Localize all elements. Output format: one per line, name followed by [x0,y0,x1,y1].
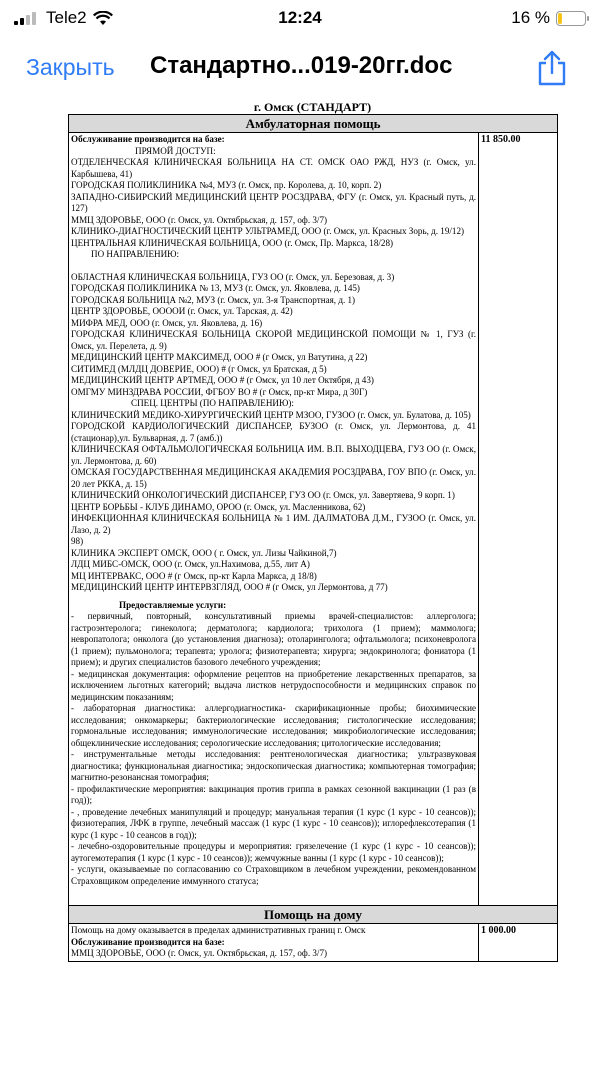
coverage-table [68,114,558,962]
home-body-row [69,924,558,962]
service-item: - инструментальные методы исследования: рентгенологическая диагностика; ультразвуковая диагностика; функциональная диагностика; эндоскопическая диагностика; компьютерная томография; магнитно-резонансная томография; [71,749,476,782]
clinic-item: ИНФЕКЦИОННАЯ КЛИНИЧЕСКАЯ БОЛЬНИЦА № 1 ИМ. ДАЛМАТОВА Д.М., ГУЗОО (г. Омск, ул. Лазо, д. 2) [71,513,476,535]
clinic-item: КЛИНИКО-ДИАГНОСТИЧЕСКИЙ ЦЕНТР УЛЬТРАМЕД, ООО (г. Омск, ул. Красных Зорь, д. 19/12) [71,226,465,236]
service-item: - первичный, повторный, консультативный приемы врачей-специалистов: аллерголога; гастроэнтеролога; гинеколога; дерматолога; кардиолога; трихолога (1 прием); маммолога; невропатолога; онколога (до установления диагноза); отоларинголога; офтальмолога; психоневролога (1 прием); пульмонолога; терапевта; уролога; физиотерапевта; хирурга; эндокринолога; фониатора (1 прием); и других специалистов базового лечебного учреждения; [71,611,476,667]
city-heading: г. Омск (СТАНДАРТ) [253,100,372,114]
services-label: Предоставляемые услуги: [119,599,227,610]
clinic-item: ГОРОДСКАЯ КЛИНИЧЕСКАЯ БОЛЬНИЦА СКОРОЙ МЕДИЦИНСКОЙ ПОМОЩИ № 1, ГУЗ (г. Омск, ул. Перелета, д. 9) [71,329,476,351]
service-item: - услуги, оказываемые по согласованию со Страховщиком в лечебном учреждении, рекомендованном Страховщиком определение иммунного статуса; [71,864,476,886]
status-right [511,8,586,28]
amb-price: 11 850.00 [479,133,558,906]
clinic-item: ЦЕНТР БОРЬБЫ - КЛУБ ДИНАМО, ОРОО (г. Омск, ул. Масленникова, 62) [71,501,366,512]
battery-fill [558,13,562,24]
service-item: - лечебно-оздоровительные процедуры и мероприятия: грязелечение (1 курс (1 курс - 10 сеансов)); аутогемотерапия (1 курс (1 курс - 10 сеансов)); жемчужные ванны (1 курс (1 курс - 10 сеансов)); [71,841,476,863]
clinic-item: ОМГМУ МИНЗДРАВА РОССИИ, ФГБОУ ВО # (г Омск, пр-кт Мира, д 30Г) [71,386,368,397]
clinic-item: ОТДЕЛЕНЧЕСКАЯ КЛИНИЧЕСКАЯ БОЛЬНИЦА НА СТ. ОМСК ОАО РЖД, НУЗ (г. Омск, ул. Карбышева, 41) [71,157,476,179]
battery-icon [556,11,586,26]
clinic-item: МЕДИЦИНСКИЙ ЦЕНТР ИНТЕРВЗГЛЯД, ООО # (г Омск, ул Лермонтова, д 77) [71,582,388,592]
share-button[interactable] [536,50,568,91]
clinic-item: ЦЕНТРАЛЬНАЯ КЛИНИЧЕСКАЯ БОЛЬНИЦА, ООО (г. Омск, Пр. Маркса, 18/28) [71,237,394,248]
service-item: - , проведение лечебных манипуляций и процедур; мануальная терапия (1 курс (1 курс - 10 сеансов)); физиотерапия, ЛФК в группе, лечебный массаж (1 курс (1 курс - 10 сеансов)); иглорефлексотерапия (1 курс (1 курс - 10 сеансов в год)); [71,806,476,840]
home-base-label: Обслуживание производится на базе: [71,936,225,947]
home-clinic-cut: ММЦ ЗДОРОВЬЕ, ООО (г. Омск, ул. Октябрьская, д. 157, оф. 3/7) [71,948,328,958]
clinic-item: КЛИНИЧЕСКИЙ ОНКОЛОГИЧЕСКИЙ ДИСПАНСЕР, ГУЗ ОО (г. Омск, ул. Завертяева, 9 корп. 1) [71,490,455,500]
amb-base-label: Обслуживание производится на базе: [71,134,225,144]
clock: 12:24 [278,8,322,27]
clinic-item: 98) [71,536,84,546]
clinic-item: ОМСКАЯ ГОСУДАРСТВЕННАЯ МЕДИЦИНСКАЯ АКАДЕМИЯ РОСЗДРАВА, ГОУ ВПО (г. Омск, ул. 20 лет РККА, д. 15) [71,467,476,489]
document-page [68,100,557,962]
home-heading-row [69,906,558,924]
special-centers-list [71,410,476,594]
amb-heading: Амбулаторная помощь [69,115,558,133]
clinic-item: КЛИНИЧЕСКАЯ ОФТАЛЬМОЛОГИЧЕСКАЯ БОЛЬНИЦА ИМ. В.П. ВЫХОДЦЕВА, ГУЗ ОО (г. Омск, ул. Лермонтова, д. 60) [71,444,476,466]
battery-percent: 16 % [511,8,550,27]
clinic-item: ММЦ ЗДОРОВЬЕ, ООО (г. Омск, ул. Октябрьская, д. 157, оф. 3/7) [71,214,328,225]
clinic-item: МИФРА МЕД, ООО (г. Омск, ул. Яковлева, д. 16) [71,317,263,328]
home-note: Помощь на дому оказывается в пределах административных границ г. Омск [71,925,366,935]
home-price: 1 000.00 [479,924,558,962]
service-item: - лабораторная диагностика: аллергодиагностика- скарификационные пробы; биохимические исследования; онкомаркеры; бактериологические исследования; гистологические исследования; гормональные исследования; иммунологические исследования; микробиологические исследования; общеклинические исследования; серологические исследования; цитологические исследования; [71,703,476,748]
nav-bar [0,40,600,98]
clinic-item: КЛИНИКА ЭКСПЕРТ ОМСК, ООО ( г. Омск, ул. Лизы Чайкиной,7) [71,547,337,558]
clinic-item: ОБЛАСТНАЯ КЛИНИЧЕСКАЯ БОЛЬНИЦА, ГУЗ ОО (г. Омск, ул. Березовая, д. 3) [71,271,395,282]
status-bar [0,0,600,36]
clinic-item: ЗАПАДНО-СИБИРСКИЙ МЕДИЦИНСКИЙ ЦЕНТР РОСЗДРАВА, ФГУ (г. Омск, ул. Красный путь, д. 127) [71,191,476,213]
clinic-item: МЕДИЦИНСКИЙ ЦЕНТР МАКСИМЕД, ООО # (г Омск, ул Ватутина, д 22) [71,352,368,362]
clinic-item: СИТИМЕД (МЛДЦ ДОВЕРИЕ, ООО) # (г Омск, ул Братская, д 5) [71,363,327,374]
referral-label: ПО НАПРАВЛЕНИЮ: [91,249,180,259]
direct-access-label: ПРЯМОЙ ДОСТУП: [135,145,216,156]
clinic-item: ЛДЦ МИБС-ОМСК, ООО (г. Омск, ул.Нахимова, д.55, лит А) [71,559,310,569]
close-button[interactable]: Закрыть [26,54,115,80]
share-icon [536,50,568,86]
clinic-item: ГОРОДСКАЯ ПОЛИКЛИНИКА № 13, МУЗ (г. Омск, ул. Яковлева, д. 145) [71,283,360,293]
amb-body [69,133,479,906]
referral-list [71,272,476,399]
clinic-item: ГОРОДСКОЙ КАРДИОЛОГИЧЕСКИЙ ДИСПАНСЕР, БУЗОО (г. Омск, ул. Лермонтова, д. 41 (стационар),ул. Бульварная, д. 7 (амб.)) [71,421,476,443]
amb-body-row [69,133,558,906]
service-item: - медицинская документация: оформление рецептов на приобретение лекарственных препаратов, за исключением льготных категорий; выдача листков нетрудоспособности и медицинских справок по медицинским показаниям; [71,668,476,702]
clinic-item: МЕДИЦИНСКИЙ ЦЕНТР АРТМЕД, ООО # (г Омск, ул 10 лет Октября, д 43) [71,375,374,385]
clinic-item: ГОРОДСКАЯ ПОЛИКЛИНИКА №4, МУЗ (г. Омск, пр. Королева, д. 10, корп. 2) [71,180,382,190]
home-heading: Помощь на дому [69,906,558,924]
service-item: - профилактические мероприятия: вакцинация против гриппа в рамках сезонной вакцинации (1 раз (в год)); [71,783,476,805]
carrier: Tele2 [46,8,87,27]
services-list [71,611,476,887]
document-title: Стандартно...019-20гг.doc [150,52,453,79]
amb-heading-row [69,115,558,133]
clinic-item: ЦЕНТР ЗДОРОВЬЕ, ООООИ (г. Омск, ул. Тарская, д. 42) [71,306,293,316]
clinic-item: ГОРОДСКАЯ БОЛЬНИЦА №2, МУЗ (г. Омск, ул. 3-я Транспортная, д. 1) [71,294,356,305]
clinic-item: КЛИНИЧЕСКИЙ МЕДИКО-ХИРУРГИЧЕСКИЙ ЦЕНТР МЗОО, ГУЗОО (г. Омск, ул. Булатова, д. 105) [71,409,471,420]
direct-access-list [71,157,476,249]
clinic-item: МЦ ИНТЕРВАКС, ООО # (г Омск, пр-кт Карла Маркса, д 18/8) [71,570,317,581]
special-centers-label: СПЕЦ. ЦЕНТРЫ (ПО НАПРАВЛЕНИЮ): [131,398,294,408]
home-body [69,924,479,962]
